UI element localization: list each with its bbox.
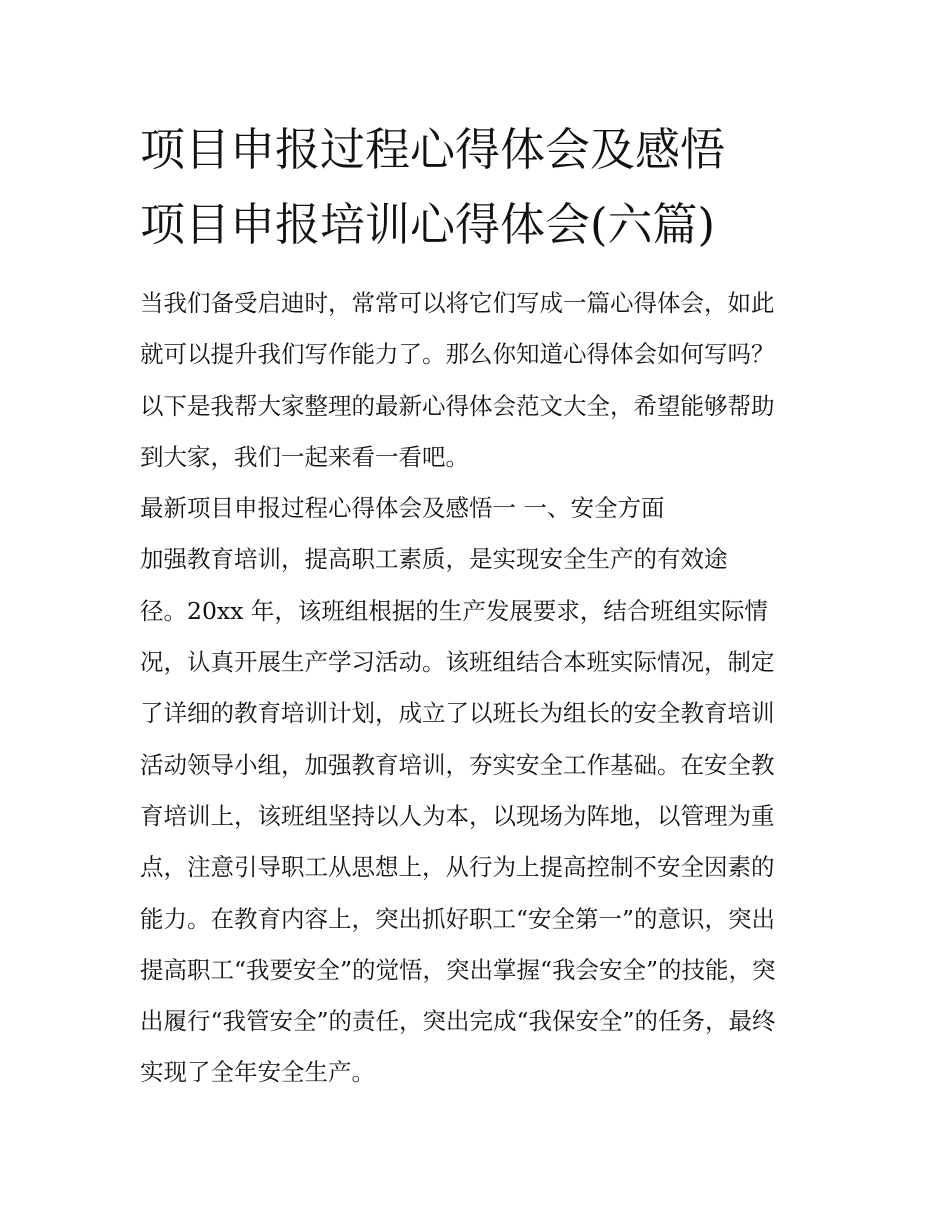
body-line: 出履行“我管安全”的责任，突出完成“我保安全”的任务，最终	[140, 1007, 776, 1036]
body-line: 到大家，我们一起来看一看吧。	[140, 442, 469, 471]
body-line: 点，注意引导职工从思想上，从行为上提高控制不安全因素的	[140, 853, 775, 882]
body-line: 以下是我帮大家整理的最新心得体会范文大全，希望能够帮助	[140, 391, 775, 420]
body-line: 提高职工“我要安全”的觉悟，突出掌握“我会安全”的技能，突	[140, 955, 776, 984]
body-line: 径。20xx 年，该班组根据的生产发展要求，结合班组实际情	[140, 596, 768, 625]
body-line: 活动领导小组，加强教育培训，夯实安全工作基础。在安全教	[140, 750, 775, 779]
body-line: 了详细的教育培训计划，成立了以班长为组长的安全教育培训	[140, 699, 775, 728]
body-line: 能力。在教育内容上，突出抓好职工“安全第一”的意识，突出	[140, 904, 776, 933]
body-line: 况，认真开展生产学习活动。该班组结合本班实际情况，制定	[140, 648, 775, 677]
body-line: 就可以提升我们写作能力了。那么你知道心得体会如何写吗？	[140, 340, 775, 369]
document-body	[140, 278, 812, 1099]
document-title-line-1: 项目申报过程心得体会及感悟	[140, 123, 726, 176]
body-line: 育培训上，该班组坚持以人为本，以现场为阵地，以管理为重	[140, 801, 775, 830]
section-heading-line: 最新项目申报过程心得体会及感悟一 一、安全方面	[140, 494, 665, 523]
body-line: 加强教育培训，提高职工素质，是实现安全生产的有效途	[140, 545, 728, 574]
body-line: 实现了全年安全生产。	[140, 1058, 375, 1087]
document-title-line-2: 项目申报培训心得体会(六篇)	[140, 198, 716, 251]
body-line: 当我们备受启迪时，常常可以将它们写成一篇心得体会，如此	[140, 289, 775, 317]
